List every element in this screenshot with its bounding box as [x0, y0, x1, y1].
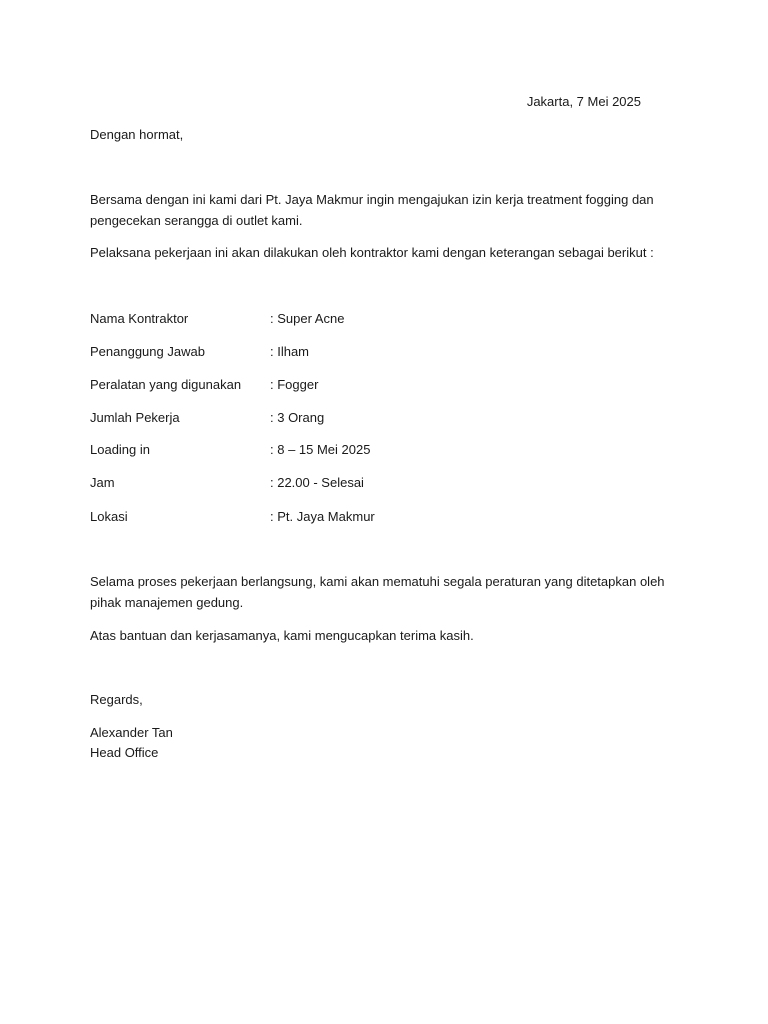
- signer-name: Alexander Tan: [90, 725, 173, 740]
- detail-label: Loading in: [90, 442, 150, 457]
- detail-label: Peralatan yang digunakan: [90, 377, 242, 392]
- detail-value: : Super Acne: [270, 311, 345, 326]
- paragraph-compliance-line-1: Selama proses pekerjaan berlangsung, kami akan mematuhi segala peraturan yang ditetapkan oleh: [90, 574, 665, 589]
- detail-value: : Pt. Jaya Makmur: [270, 509, 375, 524]
- closing: Regards,: [90, 692, 143, 707]
- detail-label: Lokasi: [90, 509, 128, 524]
- paragraph-intro-line-1: Bersama dengan ini kami dari Pt. Jaya Makmur ingin mengajukan izin kerja treatment fogging dan: [90, 192, 654, 207]
- detail-value: : Fogger: [270, 377, 319, 392]
- signer-title: Head Office: [90, 745, 159, 760]
- detail-value: : 3 Orang: [270, 410, 325, 425]
- detail-label: Penanggung Jawab: [90, 344, 205, 359]
- greeting: Dengan hormat,: [90, 127, 184, 142]
- detail-label: Jam: [90, 475, 115, 490]
- letter-date: Jakarta, 7 Mei 2025: [526, 94, 641, 109]
- paragraph-thanks: Atas bantuan dan kerjasamanya, kami mengucapkan terima kasih.: [90, 628, 474, 643]
- detail-label: Nama Kontraktor: [90, 311, 189, 326]
- detail-value: : 22.00 - Selesai: [270, 475, 364, 490]
- detail-label: Jumlah Pekerja: [90, 410, 180, 425]
- paragraph-compliance-line-2: pihak manajemen gedung.: [90, 595, 244, 610]
- paragraph-intro-line-2: pengecekan serangga di outlet kami.: [90, 213, 303, 228]
- paragraph-contractor-intro: Pelaksana pekerjaan ini akan dilakukan oleh kontraktor kami dengan keterangan sebagai berikut :: [90, 245, 654, 260]
- detail-value: : Ilham: [270, 344, 310, 359]
- detail-value: : 8 – 15 Mei 2025: [270, 442, 371, 457]
